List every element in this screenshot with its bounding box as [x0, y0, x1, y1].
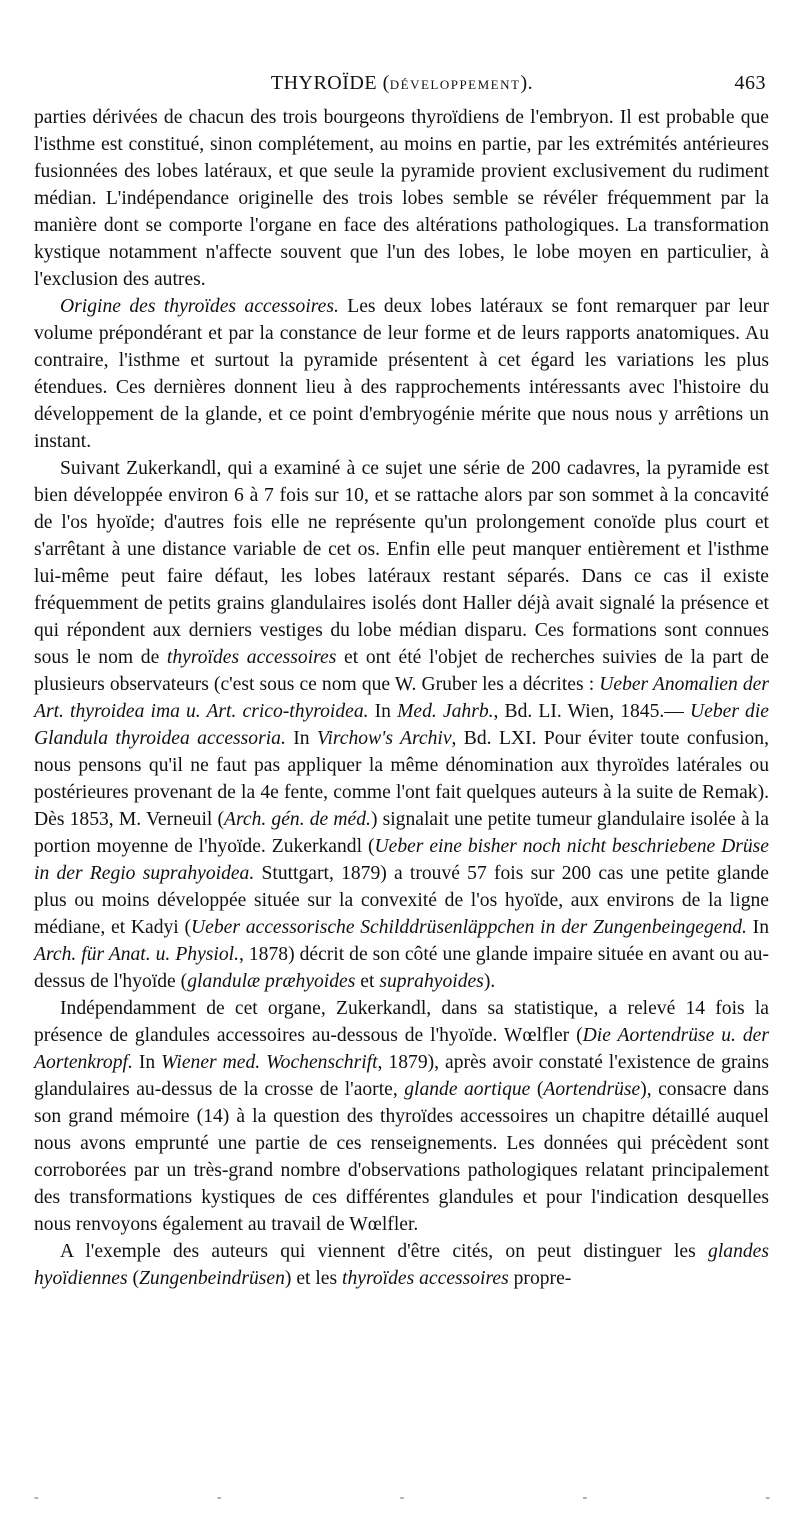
text-run: , Bd. LXI. Pour éviter toute confusion, nous pensons qu'il ne faut pas appliquer la même dénomination aux thyroïdes latérales ou postérieures provenant de la 4e fente, comme l'ont fait quelques auteurs à la suite de Remak). Dès 1853, M. Verneuil ( [34, 728, 769, 830]
citation-title: Ueber die Glandula thyroidea accessoria. [34, 701, 769, 749]
journal-name: Arch. gén. de méd. [224, 809, 371, 830]
text-run: et [355, 971, 380, 992]
print-mark: - [216, 1490, 222, 1505]
citation-title: Ueber Anomalien der Art. thyroidea ima u. Art. crico-thyroidea. [34, 674, 769, 722]
citation-title: Die Aortendrüse u. der Aortenkropf. [34, 1025, 769, 1073]
text-run: ) signalait une petite tumeur glandulaire isolée à la portion moyenne de l'hyoïde. Zukerkandl ( [34, 809, 769, 857]
text-run: propre- [508, 1268, 572, 1289]
print-mark: - [765, 1490, 770, 1505]
print-mark: - [34, 1490, 39, 1505]
italic-run: glandulæ præhyoides [187, 971, 356, 992]
text-run: Suivant Zukerkandl, qui a examiné à ce sujet une série de 200 cadavres, la pyramide est bien développée environ 6 à 7 fois sur 10, et se rattache alors par son sommet à la concavité de l'os hyoïde; d'autres fois elle ne représente qu'un prolongement conoïde plus court et s'arrêtant à une distance variable de cet os. Enfin elle peut manquer entièrement et l'isthme lui-même peut faire défaut, les lobes latéraux restant séparés. Dans ce cas il existe fréquemment de petits grains glandulaires isolés dont Haller déjà avait signalé la présence et qui répondent aux derniers vestiges du lobe médian disparu. Ces formations sont connues sous le nom de [34, 458, 769, 668]
print-mark: - [399, 1490, 405, 1505]
text-run: ( [530, 1079, 544, 1100]
body-text [34, 104, 769, 1292]
italic-run: glande aortique [404, 1079, 531, 1100]
footer-print-marks [34, 1490, 770, 1505]
text-run: In [746, 917, 769, 938]
paragraph-2-text: Les deux lobes latéraux se font remarquer par leur volume prépondérant et par la constance de leur forme et de leurs rapports anatomiques. Au contraire, l'isthme et surtout la pyramide présentent à cet égard les variations les plus étendues. Ces dernières donnent lieu à des rapprochements intéressants avec l'histoire du développement de la glande, et ce point d'embryogénie mérite que nous nous y arrêtions un instant. [34, 296, 769, 452]
paragraph-1-text: parties dérivées de chacun des trois bourgeons thyroïdiens de l'embryon. Il est probable que l'isthme est constitué, sinon complétement, au moins en partie, par les extrémités antérieures fusionnées des lobes latéraux, et que seule la pyramide provient exclusivement du rudiment médian. L'indépendance originelle des trois lobes semble se révéler fréquemment par la manière dont se comporte l'organe en face des altérations pathologiques. La transformation kystique notamment n'affecte souvent que l'un des lobes, le lobe moyen en particulier, à l'exclusion des autres. [34, 107, 769, 290]
italic-run: thyroïdes accessoires [166, 647, 337, 668]
paragraph-5 [34, 1238, 769, 1292]
journal-name: Med. Jahrb. [397, 701, 494, 722]
section-heading: Origine des thyroïdes accessoires. [60, 296, 339, 317]
paragraph-3 [34, 455, 769, 995]
text-run: Stuttgart, 1879) a trouvé 57 fois sur 200 cas une petite glande plus ou moins développée située sur la convexité de l'os hyoïde, aux environs de la ligne médiane, et Kadyi ( [34, 863, 770, 938]
running-head [34, 72, 770, 98]
text-run: ( [127, 1268, 140, 1289]
italic-run: glandes hyoïdiennes [34, 1241, 769, 1289]
text-run: ) et les [284, 1268, 343, 1289]
text-run: In [285, 728, 317, 749]
paragraph-1 [34, 104, 769, 293]
paragraph-4 [34, 995, 769, 1238]
text-run: , Bd. LI. Wien, 1845.— [493, 701, 690, 722]
text-run: , 1879), après avoir constaté l'existence de grains glandulaires au-dessus de la crosse de l'aorte, [34, 1052, 769, 1100]
italic-run: Zungenbeindrüsen [139, 1268, 285, 1289]
text-run: ), consacre dans son grand mémoire (14) à la question des thyroïdes accessoires un chapitre détaillé auquel nous avons emprunté une partie de ces renseignements. Les données qui précèdent sont corroborées par un très-grand nombre d'observations pathologiques relatant principalement des transformations kystiques de ces différentes glandules et pour l'indication desquelles nous renvoyons également au travail de Wœlfler. [34, 1079, 769, 1235]
text-run: ). [483, 971, 496, 992]
citation-title: Ueber accessorische Schilddrüsenläppchen in der Zungenbeingegend. [191, 917, 747, 938]
print-mark: - [582, 1490, 588, 1505]
paragraph-2 [34, 293, 769, 455]
running-title [34, 72, 770, 95]
text-run: In [368, 701, 398, 722]
text-run: In [132, 1052, 162, 1073]
journal-name: Arch. für Anat. u. Physiol. [34, 944, 239, 965]
running-title-end: ). [520, 72, 534, 94]
journal-name: Wiener med. Wochenschrift [161, 1052, 378, 1073]
text-run: et ont été l'objet de recherches suivies de la part de plusieurs observateurs (c'est sous ce nom que W. Gruber les a décrites : [34, 647, 769, 695]
text-run: A l'exemple des auteurs qui viennent d'être cités, on peut distinguer les [60, 1241, 709, 1262]
citation-title: Ueber eine bisher noch nicht beschriebene Drüse in der Regio suprahyoidea. [34, 836, 769, 884]
running-title-main: THYROÏDE ( [270, 72, 390, 94]
journal-name: Virchow's Archiv [316, 728, 452, 749]
text-run: Indépendamment de cet organe, Zukerkandl, dans sa statistique, a relevé 14 fois la présence de glandules accessoires au-dessous de l'hyoïde. Wœlfler ( [34, 998, 769, 1046]
page-number: 463 [734, 72, 766, 94]
italic-run: suprahyoides [379, 971, 484, 992]
running-title-smallcaps: DÉVELOPPEMENT [389, 77, 521, 92]
italic-run: thyroïdes accessoires [342, 1268, 509, 1289]
italic-run: Aortendrüse [543, 1079, 641, 1100]
text-run: , 1878) décrit de son côté une glande impaire située en avant ou au-dessus de l'hyoïde ( [34, 944, 769, 992]
